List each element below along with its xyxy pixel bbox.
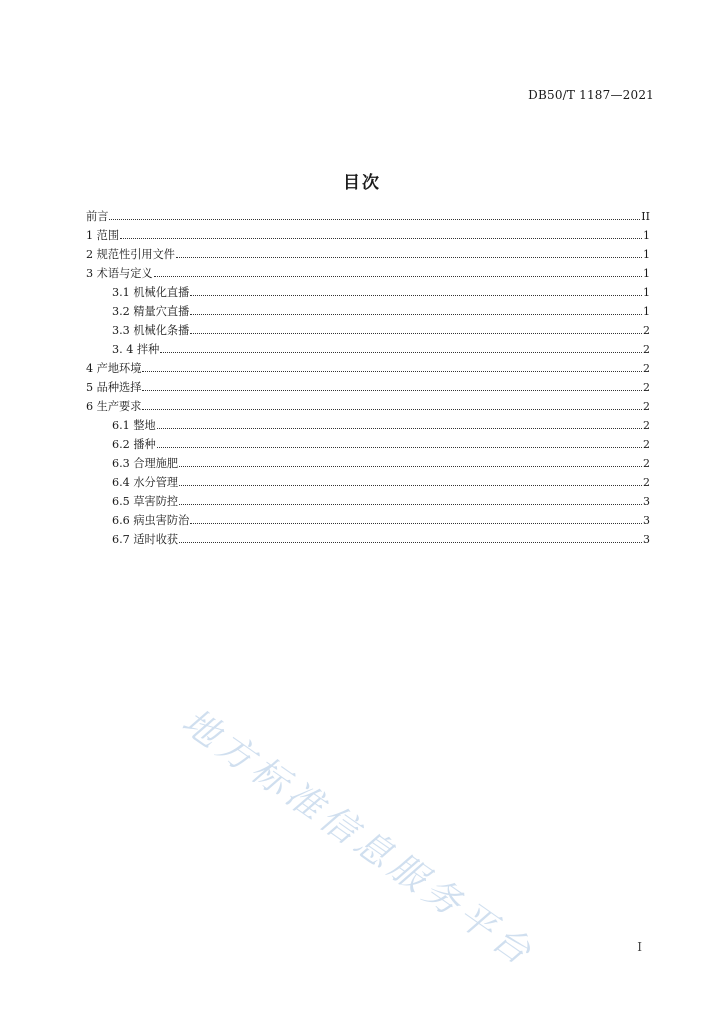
toc-page: 2 [643,324,650,337]
toc-page: 2 [643,419,650,432]
toc-leader-dots [142,371,642,372]
table-of-contents [86,205,650,547]
toc-page: 2 [643,381,650,394]
toc-leader-dots [120,238,642,239]
toc-page: 2 [643,343,650,356]
toc-entry-3-3[interactable] [86,319,650,338]
toc-leader-dots [190,523,642,524]
toc-label: 5 品种选择 [86,381,142,394]
toc-label: 6.4 水分管理 [112,476,179,489]
toc-label: 3.1 机械化直播 [112,286,190,299]
toc-entry-3-2[interactable] [86,300,650,319]
toc-entry-4[interactable] [86,357,650,376]
toc-entry-3[interactable] [86,262,650,281]
toc-leader-dots [109,219,640,220]
toc-label: 3.3 机械化条播 [112,324,190,337]
toc-page: 1 [643,286,650,299]
toc-label: 前言 [86,210,109,223]
toc-page: 3 [643,514,650,527]
toc-leader-dots [142,390,642,391]
toc-label: 6.7 适时收获 [112,533,179,546]
toc-entry-6-7[interactable] [86,528,650,547]
page-title: 目次 [343,173,381,193]
toc-entry-3-4[interactable] [86,338,650,357]
toc-label: 6.5 草害防控 [112,495,179,508]
toc-leader-dots [157,428,642,429]
toc-entry-6[interactable] [86,395,650,414]
toc-page: 1 [643,229,650,242]
toc-page: 2 [643,457,650,470]
toc-label: 3.2 精量穴直播 [112,305,190,318]
toc-leader-dots [179,466,642,467]
toc-entry-1[interactable] [86,224,650,243]
toc-entry-5[interactable] [86,376,650,395]
toc-label: 4 产地环境 [86,362,142,375]
toc-leader-dots [190,314,642,315]
toc-label: 3 术语与定义 [86,267,153,280]
toc-leader-dots [142,409,642,410]
toc-entry-3-1[interactable] [86,281,650,300]
toc-label: 3. 4 拌种 [112,343,160,356]
toc-page: 3 [643,495,650,508]
toc-label: 6.2 播种 [112,438,156,451]
toc-page: 2 [643,362,650,375]
toc-label: 6 生产要求 [86,400,142,413]
toc-leader-dots [176,257,642,258]
watermark: 地方标准信息服务平台 [174,701,543,976]
toc-leader-dots [179,504,642,505]
document-code: DB50/T 1187—2021 [528,88,654,102]
toc-page: 3 [643,533,650,546]
toc-leader-dots [179,485,642,486]
toc-leader-dots [160,352,642,353]
toc-leader-dots [190,333,642,334]
toc-entry-6-4[interactable] [86,471,650,490]
toc-label: 6.6 病虫害防治 [112,514,190,527]
toc-entry-6-2[interactable] [86,433,650,452]
toc-page: 2 [643,476,650,489]
toc-entry-preface[interactable] [86,205,650,224]
toc-leader-dots [154,276,642,277]
toc-leader-dots [179,542,642,543]
toc-entry-6-3[interactable] [86,452,650,471]
toc-page: 1 [643,267,650,280]
toc-leader-dots [190,295,642,296]
toc-label: 6.3 合理施肥 [112,457,179,470]
toc-page: 1 [643,248,650,261]
toc-page: 1 [643,305,650,318]
toc-entry-6-1[interactable] [86,414,650,433]
toc-page: 2 [643,400,650,413]
toc-label: 6.1 整地 [112,419,156,432]
toc-entry-6-5[interactable] [86,490,650,509]
toc-page: 2 [643,438,650,451]
toc-entry-2[interactable] [86,243,650,262]
toc-page: II [641,210,650,223]
toc-label: 1 范围 [86,229,120,242]
page-number: I [637,940,642,954]
toc-leader-dots [157,447,642,448]
toc-label: 2 规范性引用文件 [86,248,175,261]
toc-entry-6-6[interactable] [86,509,650,528]
